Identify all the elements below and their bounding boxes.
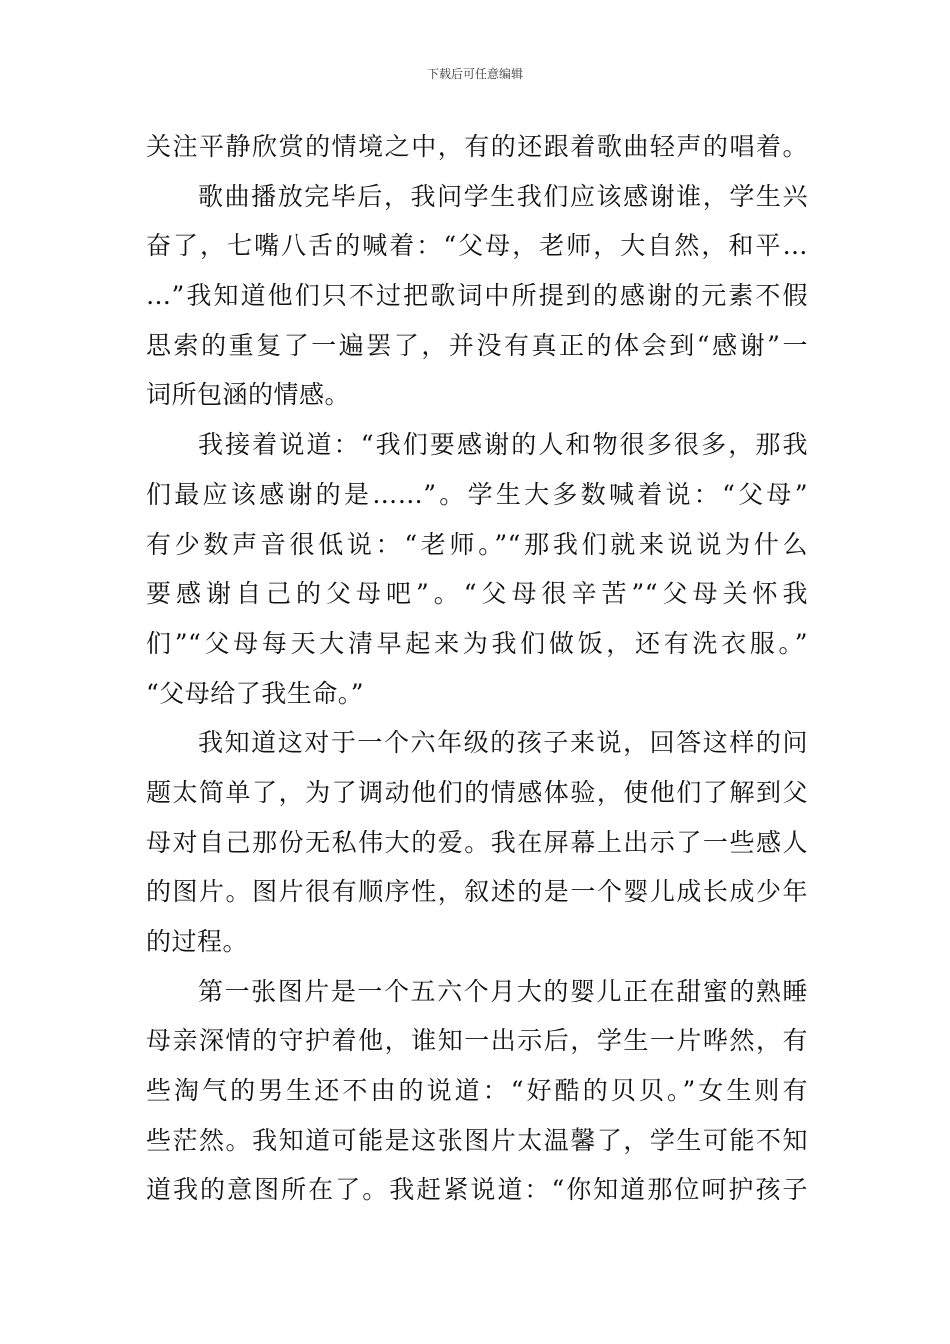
text-line: 题太简单了，为了调动他们的情感体验，使他们了解到父: [146, 777, 808, 807]
text-line: 些茫然。我知道可能是这张图片太温馨了，学生可能不知: [146, 1125, 808, 1155]
text-line: 关注平静欣赏的情境之中，有的还跟着歌曲轻声的唱着。: [146, 132, 808, 161]
text-line: 些淘气的男生还不由的说道：“好酷的贝贝。”女生则有: [146, 1076, 808, 1106]
text-line: 母亲深情的守护着他，谁知一出示后，学生一片哗然，有: [146, 1026, 808, 1056]
text-line: 母对自己那份无私伟大的爱。我在屏幕上出示了一些感人: [146, 827, 808, 857]
text-line: “父母给了我生命。”: [146, 678, 365, 708]
text-line: 们最应该感谢的是……”。学生大多数喊着说：“父母”: [146, 479, 808, 509]
text-line: 第一张图片是一个五六个月大的婴儿正在甜蜜的熟睡: [198, 976, 808, 1006]
text-line: 的过程。: [146, 927, 249, 956]
page-header-note: 下载后可任意编辑: [426, 67, 523, 81]
text-line: …”我知道他们只不过把歌词中所提到的感谢的元素不假: [146, 281, 808, 311]
text-line: 我知道这对于一个六年级的孩子来说，回答这样的问: [198, 728, 808, 758]
text-line: 有少数声音很低说：“老师。”“那我们就来说说为什么: [146, 529, 808, 559]
document-body: [146, 122, 808, 1215]
text-line: 思索的重复了一遍罢了，并没有真正的体会到“感谢”一: [146, 330, 808, 360]
text-line: 要感谢自己的父母吧”。“父母很辛苦”“父母关怀我: [146, 579, 808, 609]
text-line: 们”“父母每天大清早起来为我们做饭，还有洗衣服。”: [146, 628, 808, 658]
text-line: 我接着说道：“我们要感谢的人和物很多很多，那我: [198, 430, 808, 460]
text-line: 奋了，七嘴八舌的喊着：“父母，老师，大自然，和平…: [146, 231, 808, 261]
text-line: 词所包涵的情感。: [146, 380, 351, 410]
text-line: 歌曲播放完毕后，我问学生我们应该感谢谁，学生兴: [198, 181, 808, 211]
text-line: 的图片。图片很有顺序性，叙述的是一个婴儿成长成少年: [146, 877, 808, 907]
text-line: 道我的意图所在了。我赶紧说道：“你知道那位呵护孩子: [146, 1175, 808, 1205]
